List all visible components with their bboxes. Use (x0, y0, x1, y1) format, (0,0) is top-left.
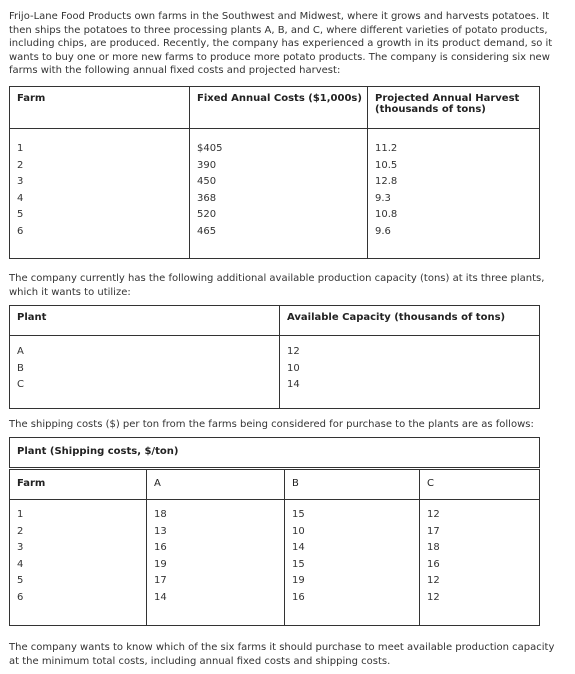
ship-a-column (147, 500, 285, 626)
ship-c-cell: 12 (427, 509, 440, 520)
ship-b-cell: 16 (292, 591, 305, 603)
capacity-column (280, 336, 540, 409)
capacity-cell: 10 (287, 362, 300, 374)
fixed-cost-cell: $405 (197, 143, 223, 154)
shipping-table (9, 469, 540, 626)
fixed-cost-cell: 465 (197, 225, 217, 237)
ship-c-header: C (420, 470, 540, 500)
ship-b-cell: 15 (292, 509, 305, 520)
farm-cell: 1 (17, 143, 24, 154)
ship-a-header: A (147, 470, 285, 500)
farm-column (10, 129, 190, 259)
ship-b-cell: 10 (292, 525, 305, 537)
fixed-cost-cell: 368 (197, 192, 217, 204)
shipping-title: Plant (Shipping costs, $/ton) (10, 438, 540, 468)
harvest-column (368, 129, 540, 259)
capacity-table (9, 305, 540, 409)
farm-cell: 4 (17, 192, 24, 204)
ship-farm-cell: 6 (17, 591, 24, 603)
harvest-cell: 11.2 (375, 143, 398, 154)
ship-farm-cell: 5 (17, 575, 24, 586)
ship-a-cell: 19 (154, 558, 167, 570)
harvest-cell: 9.6 (375, 225, 391, 237)
ship-a-cell: 13 (154, 525, 167, 537)
ship-b-cell: 14 (292, 542, 305, 553)
harvest-cell: 9.3 (375, 192, 391, 204)
ship-farm-cell: 4 (17, 558, 24, 570)
ship-b-cell: 19 (292, 575, 305, 586)
fixed-cost-cell: 390 (197, 159, 217, 171)
capacity-header: Available Capacity (thousands of tons) (280, 306, 540, 336)
ship-c-cell: 12 (427, 575, 440, 586)
ship-farm-cell: 3 (17, 542, 24, 553)
ship-c-column (420, 500, 540, 626)
capacity-cell: 12 (287, 346, 300, 357)
harvest-cell: 12.8 (375, 176, 398, 187)
farm-cell: 2 (17, 159, 24, 171)
harvest-cell: 10.5 (375, 159, 398, 171)
harvest-header: Projected Annual Harvest (thousands of tons) (368, 87, 540, 129)
ship-c-cell: 16 (427, 558, 440, 570)
farm-cell: 5 (17, 209, 24, 220)
farm-cell: 3 (17, 176, 24, 187)
shipping-title-table (9, 437, 540, 468)
plant-cell: C (17, 379, 24, 390)
ship-b-header: B (285, 470, 420, 500)
intro-paragraph: Frijo-Lane Food Products own farms in the Southwest and Midwest, where it grows and harvests potatoes. It then ships the potatoes to three processing plants A, B, and C, where different varieties of potato products, including chips, are produced. Recently, the company has experienced a growth in its product demand, so it wants to buy one or more new farms to produce more potato products. The company is considering six new farms with the following annual fixed costs and projected harvest: (9, 11, 553, 76)
ship-farm-column (10, 500, 147, 626)
fixed-cost-column (190, 129, 368, 259)
ship-c-cell: 18 (427, 542, 440, 553)
ship-a-cell: 14 (154, 591, 167, 603)
ship-a-cell: 18 (154, 509, 167, 520)
shipping-paragraph: The shipping costs ($) per ton from the farms being considered for purchase to the plants are as follows: (9, 419, 534, 430)
plant-header: Plant (10, 306, 280, 336)
plant-cell: B (17, 362, 24, 374)
ship-farm-header: Farm (10, 470, 147, 500)
ship-b-column (285, 500, 420, 626)
capacity-paragraph: The company currently has the following additional available production capacity (tons) at its three plants, which it wants to utilize: (9, 273, 545, 298)
capacity-cell: 14 (287, 379, 300, 390)
ship-farm-cell: 2 (17, 525, 24, 537)
ship-c-cell: 12 (427, 591, 440, 603)
plant-cell: A (17, 346, 24, 357)
farm-header: Farm (10, 87, 190, 129)
closing-paragraph: The company wants to know which of the six farms it should purchase to meet available production capacity at the minimum total costs, including annual fixed costs and shipping costs. (9, 642, 555, 667)
ship-a-cell: 16 (154, 542, 167, 553)
plant-column (10, 336, 280, 409)
fixed-cost-cell: 520 (197, 209, 217, 220)
farm-cell: 6 (17, 225, 24, 237)
fixed-cost-header: Fixed Annual Costs ($1,000s) (190, 87, 368, 129)
ship-a-cell: 17 (154, 575, 167, 586)
ship-b-cell: 15 (292, 558, 305, 570)
farms-table (9, 86, 540, 259)
harvest-cell: 10.8 (375, 209, 398, 220)
ship-farm-cell: 1 (17, 509, 24, 520)
fixed-cost-cell: 450 (197, 176, 217, 187)
ship-c-cell: 17 (427, 525, 440, 537)
